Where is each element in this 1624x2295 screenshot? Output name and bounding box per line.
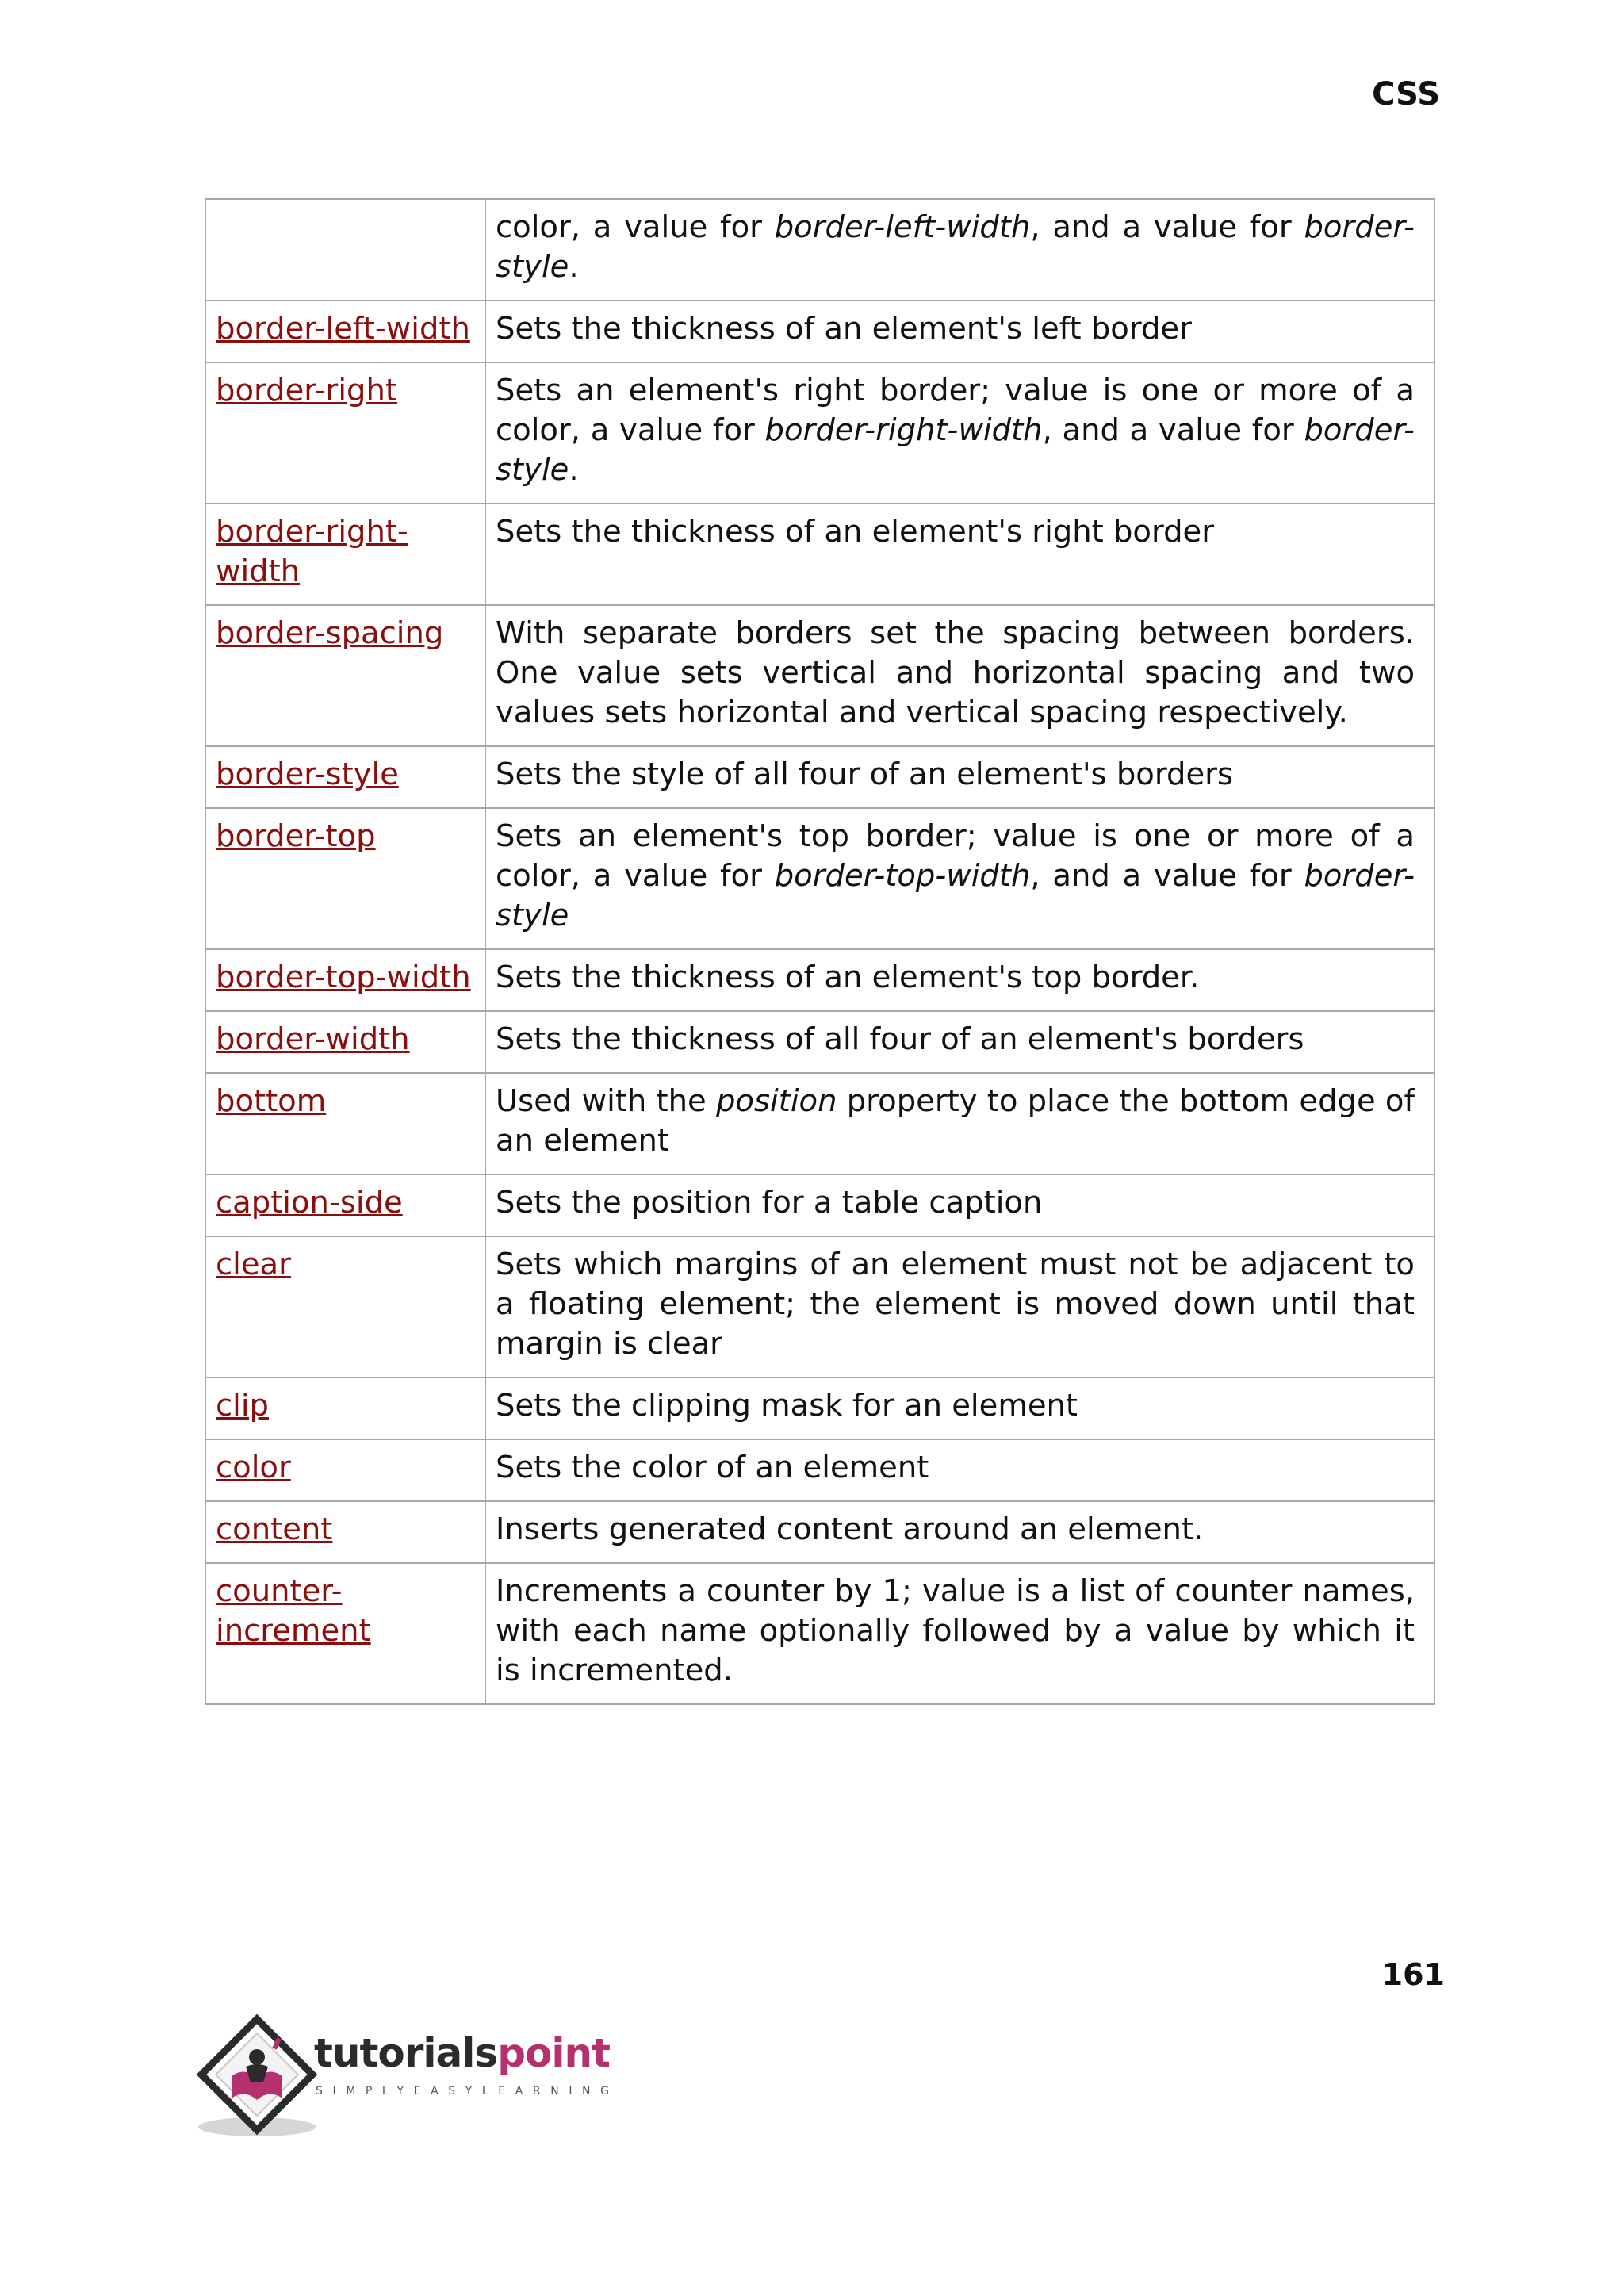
description-italic-term: border-style	[496, 412, 1415, 488]
logo-word-point: point	[497, 2030, 610, 2076]
logo-tagline: SIMPLYEASYLEARNING	[316, 2085, 619, 2098]
property-link[interactable]: caption-side	[216, 1185, 403, 1220]
description-text: , and a value for	[1030, 858, 1304, 894]
table-row	[205, 605, 1434, 746]
tutorialspoint-logo	[195, 2014, 623, 2149]
table-row	[205, 949, 1434, 1011]
property-name-cell	[205, 1174, 485, 1236]
property-name-cell	[205, 1073, 485, 1174]
description-text: property to place the bottom edge of an element	[496, 1083, 1415, 1159]
description-text: color, a value for	[496, 209, 775, 245]
property-description-cell	[485, 1439, 1434, 1501]
description-text: Sets the thickness of an element's top border.	[496, 960, 1200, 995]
table-row	[205, 1439, 1434, 1501]
description-italic-term: border-style	[496, 858, 1415, 933]
property-description-cell	[485, 1501, 1434, 1563]
property-description-cell	[485, 746, 1434, 808]
description-text: Sets the thickness of an element's left border	[496, 311, 1192, 347]
logo-wordmark	[314, 2030, 610, 2076]
property-name-cell	[205, 1501, 485, 1563]
property-name-cell	[205, 746, 485, 808]
description-text: Sets an element's right border; value is one or more of a color, a value for	[496, 373, 1415, 448]
property-link[interactable]: content	[216, 1511, 333, 1547]
description-italic-term: border-left-width	[774, 209, 1031, 245]
property-description-cell	[485, 1377, 1434, 1439]
description-italic-term: border-right-width	[764, 412, 1043, 448]
property-description-cell	[485, 1563, 1434, 1704]
description-text: Sets the thickness of an element's right border	[496, 514, 1215, 550]
property-description-cell	[485, 605, 1434, 746]
property-description-cell	[485, 1073, 1434, 1174]
table-row	[205, 1377, 1434, 1439]
table-row	[205, 199, 1434, 301]
table-row	[205, 1563, 1434, 1704]
property-name-cell	[205, 1377, 485, 1439]
description-text: , and a value for	[1042, 412, 1304, 448]
table-row	[205, 746, 1434, 808]
description-text: .	[569, 452, 579, 488]
description-text: Inserts generated content around an element.	[496, 1511, 1204, 1547]
table-row	[205, 301, 1434, 362]
logo-emblem-icon	[195, 2014, 330, 2149]
property-name-cell	[205, 808, 485, 949]
description-text: Sets which margins of an element must not be adjacent to a floating element; the element is moved down until that margin is clear	[496, 1247, 1415, 1362]
property-link[interactable]: border-right	[216, 373, 397, 408]
table-row	[205, 362, 1434, 504]
description-text: With separate borders set the spacing between borders. One value sets vertical and horizontal spacing and two values sets horizontal and vertical spacing respectively.	[496, 615, 1415, 730]
property-link[interactable]: color	[216, 1450, 291, 1485]
description-text: Sets the thickness of all four of an element's borders	[496, 1021, 1304, 1057]
property-link[interactable]: border-left-width	[216, 311, 470, 347]
table-row	[205, 504, 1434, 605]
property-description-cell	[485, 1011, 1434, 1073]
table-row	[205, 1501, 1434, 1563]
description-text: Sets the style of all four of an element's borders	[496, 757, 1234, 792]
table-row	[205, 1011, 1434, 1073]
property-link[interactable]: clip	[216, 1388, 269, 1423]
description-text: .	[569, 249, 579, 285]
property-name-cell	[205, 504, 485, 605]
description-text: Used with the	[496, 1083, 716, 1119]
table-row	[205, 808, 1434, 949]
property-name-cell	[205, 1439, 485, 1501]
property-link[interactable]: border-width	[216, 1021, 410, 1057]
description-text: , and a value for	[1030, 209, 1304, 245]
property-link[interactable]: border-spacing	[216, 615, 444, 651]
property-name-cell	[205, 605, 485, 746]
table-row	[205, 1236, 1434, 1377]
property-description-cell	[485, 949, 1434, 1011]
property-description-cell	[485, 1174, 1434, 1236]
property-description-cell	[485, 301, 1434, 362]
running-header-title: CSS	[1372, 76, 1440, 113]
description-text: Sets the clipping mask for an element	[496, 1388, 1078, 1423]
property-description-cell	[485, 362, 1434, 504]
property-link[interactable]: clear	[216, 1247, 291, 1282]
property-description-cell	[485, 504, 1434, 605]
property-link[interactable]: counter-increment	[216, 1573, 371, 1649]
description-text: Sets an element's top border; value is one or more of a color, a value for	[496, 818, 1415, 894]
page-number: 161	[1381, 1957, 1445, 1992]
table-body	[205, 199, 1434, 1704]
property-name-cell	[205, 949, 485, 1011]
property-name-cell	[205, 1236, 485, 1377]
description-text: Sets the color of an element	[496, 1450, 929, 1485]
description-italic-term: border-top-width	[774, 858, 1031, 894]
property-link[interactable]: border-style	[216, 757, 399, 792]
property-name-cell	[205, 1011, 485, 1073]
logo-word-tutorials: tutorials	[314, 2030, 498, 2076]
property-link[interactable]: border-top-width	[216, 960, 471, 995]
description-italic-term: border-style	[496, 209, 1415, 285]
property-description-cell	[485, 808, 1434, 949]
description-text: Increments a counter by 1; value is a list of counter names, with each name optionally followed by a value by which it is incremented.	[496, 1573, 1415, 1688]
table-row	[205, 1073, 1434, 1174]
description-italic-term: position	[715, 1083, 837, 1119]
property-link[interactable]: bottom	[216, 1083, 327, 1119]
property-link[interactable]: border-right-width	[216, 514, 408, 589]
property-link[interactable]: border-top	[216, 818, 376, 854]
property-name-cell	[205, 199, 485, 301]
property-name-cell	[205, 301, 485, 362]
css-properties-table	[205, 198, 1435, 1705]
property-name-cell	[205, 362, 485, 504]
property-description-cell	[485, 1236, 1434, 1377]
property-description-cell	[485, 199, 1434, 301]
table-row	[205, 1174, 1434, 1236]
property-name-cell	[205, 1563, 485, 1704]
description-text: Sets the position for a table caption	[496, 1185, 1043, 1220]
